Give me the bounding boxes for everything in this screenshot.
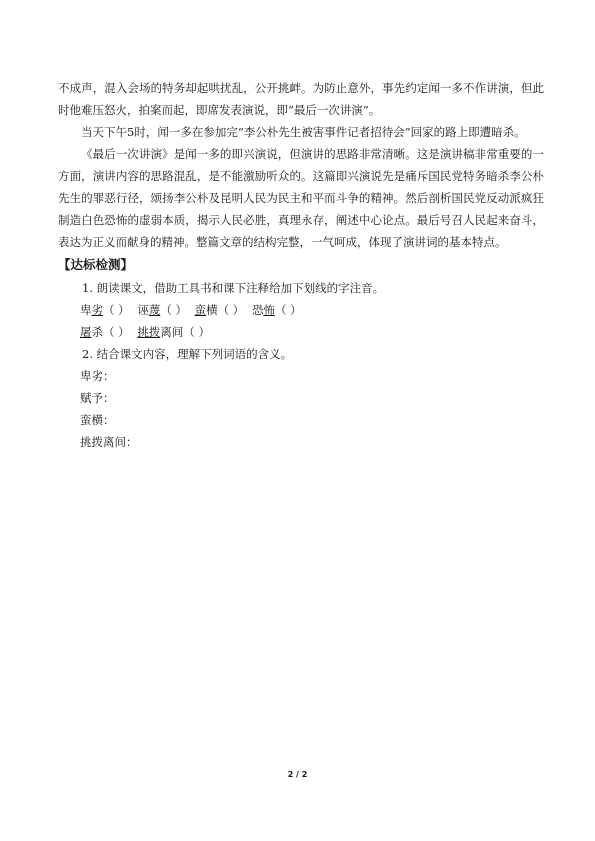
paragraph-analysis: 《最后一次讲演》是闻一多的即兴演说，但演讲的思路非常清晰。这是演讲稿非常重要的一方面，演讲内容的思路混乱，是不能激励听众的。这篇即兴演说先是痛斥国民党特务暗杀李公朴先生的罪恶行径，颂扬李公朴及昆明人民为民主和平而斗争的精神。然后剖析国民党反动派疯狂制造白色恐怖的虚弱本质，揭示人民必胜，真理永存，阐述中心论点。最后号召人民起来奋斗，表达为正义而献身的精神。整篇文章的结构完整，一气呵成，体现了演讲词的基本特点。 [58,147,544,249]
term-line: 蛮横： [80,413,115,427]
page-number: 2 / 2 [287,770,308,779]
page-content [58,77,544,453]
pinyin-item: 屠杀（ ） [80,325,130,339]
pinyin-row-1 [58,299,544,321]
term-line: 挑拨离间： [80,435,138,449]
term-line: 卑劣： [80,369,115,383]
pinyin-item: 诬蔑（ ） [137,303,187,317]
paragraph-continued: 不成声，混入会场的特务却起哄扰乱，公开挑衅。为防止意外，事先约定闻一多不作讲演，但此时他难压怒火，拍案而起，即席发表演说，即“最后一次讲演”。 [58,81,544,117]
pinyin-item: 卑劣（ ） [80,303,130,317]
pinyin-item: 挑拨离间（ ） [137,325,210,339]
pinyin-item: 蛮横（ ） [194,303,245,317]
pinyin-item: 恐怖（ ） [251,303,302,317]
section-heading: 【达标检测】 [58,257,134,272]
pinyin-row-2 [58,321,544,343]
question-1: 1. 朗读课文，借助工具书和课下注释给加下划线的字注音。 [82,281,385,295]
question-2: 2. 结合课文内容，理解下列词语的含义。 [82,347,293,361]
paragraph-assassination: 当天下午5时，闻一多在参加完“李公朴先生被害事件记者招待会”回家的路上即遭暗杀。 [81,125,526,139]
term-line: 赋予： [80,391,115,405]
